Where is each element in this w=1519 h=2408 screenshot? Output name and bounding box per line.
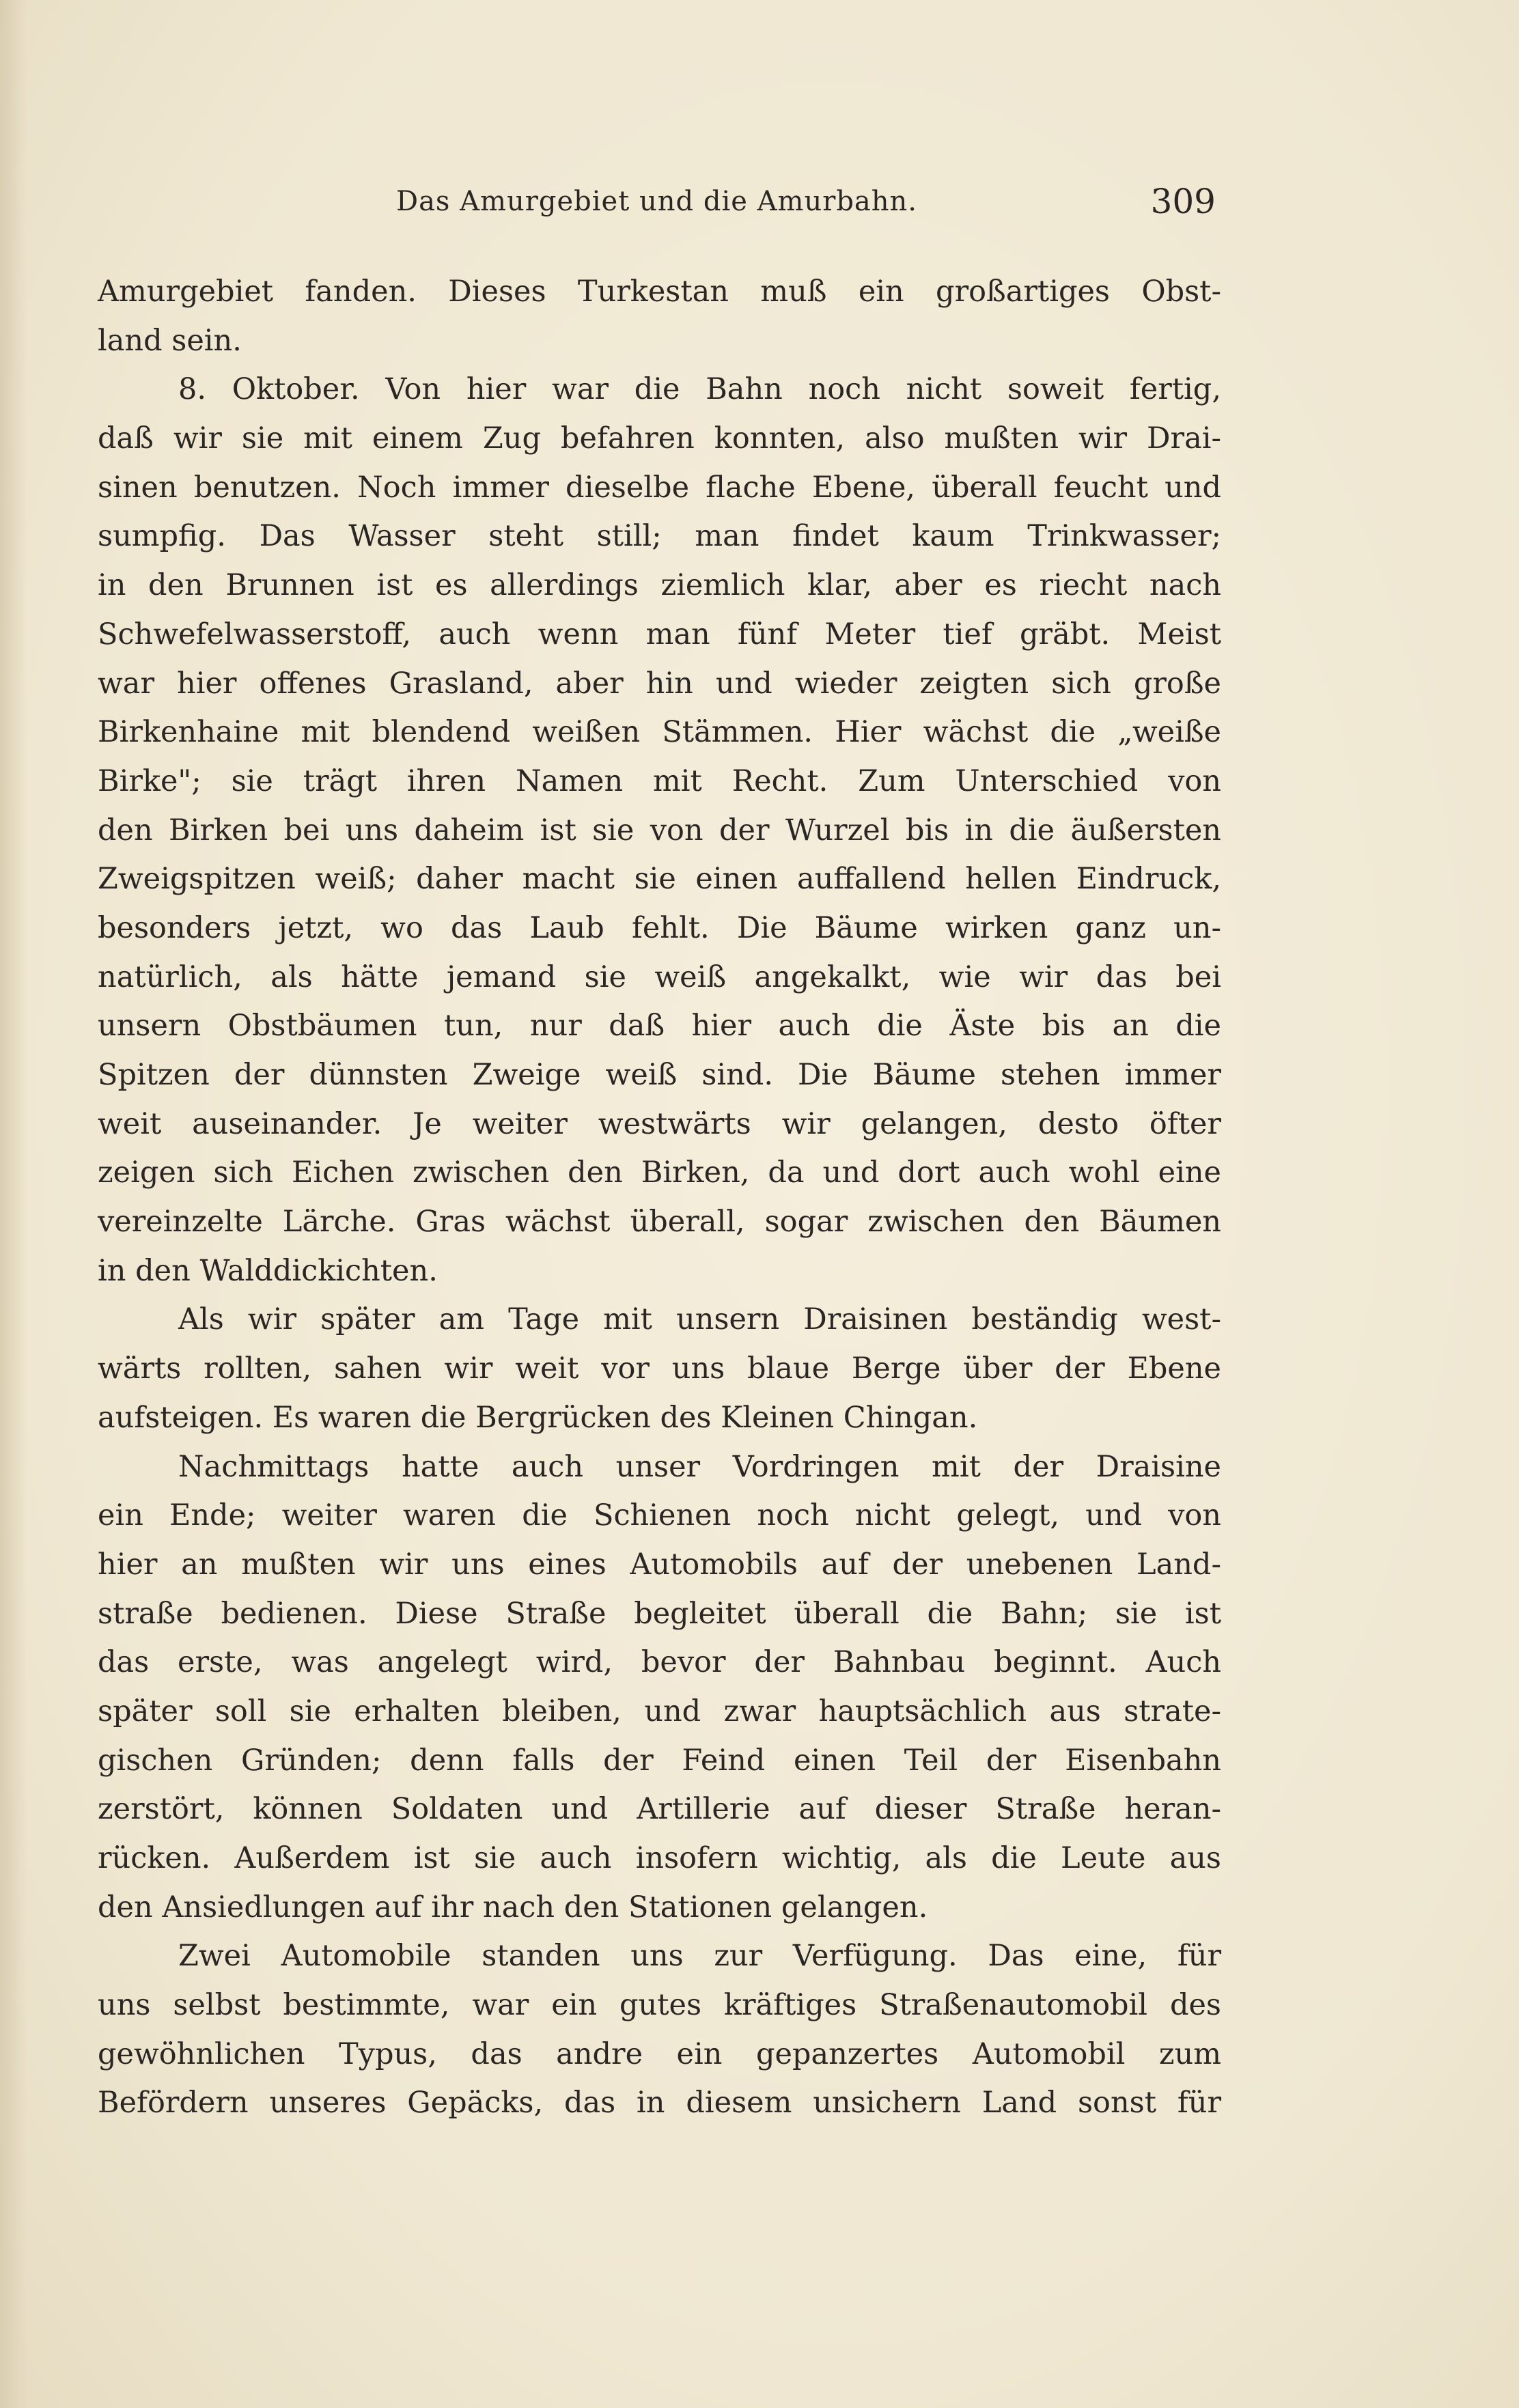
page-number: 309 xyxy=(1150,182,1216,221)
text-line: den Ansiedlungen auf ihr nach den Stationen gelangen. xyxy=(98,1890,928,1924)
text-line: in den Walddickichten. xyxy=(98,1253,438,1288)
text-line: hier an mußten wir uns eines Automobils auf der unebenen Land- xyxy=(98,1547,1221,1582)
text-line: land sein. xyxy=(98,323,242,358)
text-line: zerstört, können Soldaten und Artillerie auf dieser Straße heran- xyxy=(98,1792,1221,1827)
text-line: Amurgebiet fanden. Dieses Turkestan muß ein großartiges Obst- xyxy=(98,275,1221,309)
text-line: wärts rollten, sahen wir weit vor uns blaue Berge über der Ebene xyxy=(98,1352,1221,1386)
text-line: unsern Obstbäumen tun, nur daß hier auch die Äste bis an die xyxy=(98,1009,1221,1044)
text-line: Zweigspitzen weiß; daher macht sie einen auffallend hellen Eindruck, xyxy=(98,862,1221,897)
text-line: gewöhnlichen Typus, das andre ein gepanzertes Automobil zum xyxy=(98,2036,1221,2071)
text-line: daß wir sie mit einem Zug befahren konnten, also mußten wir Drai- xyxy=(98,421,1221,456)
text-line: rücken. Außerdem ist sie auch insofern wichtig, als die Leute aus xyxy=(98,1841,1221,1875)
gutter-shadow xyxy=(0,0,27,2408)
text-line: sinen benutzen. Noch immer dieselbe flache Ebene, überall feucht und xyxy=(98,470,1221,505)
text-line: sumpfig. Das Wasser steht still; man findet kaum Trinkwasser; xyxy=(98,519,1221,554)
text-line: 8. Oktober. Von hier war die Bahn noch nicht soweit fertig, xyxy=(178,372,1221,407)
text-line: Birke"; sie trägt ihren Namen mit Recht. Zum Unterschied von xyxy=(98,764,1221,798)
text-line: Als wir später am Tage mit unsern Draisinen beständig west- xyxy=(178,1302,1221,1337)
text-line: Befördern unseres Gepäcks, das in diesem unsichern Land sonst für xyxy=(98,2086,1221,2120)
text-line: aufsteigen. Es waren die Bergrücken des Kleinen Chingan. xyxy=(98,1400,978,1435)
text-line: Zwei Automobile standen uns zur Verfügung. Das eine, für xyxy=(178,1939,1221,1974)
text-line: Spitzen der dünnsten Zweige weiß sind. Die Bäume stehen immer xyxy=(98,1058,1221,1092)
text-line: weit auseinander. Je weiter westwärts wir gelangen, desto öfter xyxy=(98,1106,1221,1141)
running-title: Das Amurgebiet und die Amurbahn. xyxy=(396,186,918,217)
text-line: in den Brunnen ist es allerdings ziemlich klar, aber es riecht nach xyxy=(98,568,1221,603)
text-line: vereinzelte Lärche. Gras wächst überall, sogar zwischen den Bäumen xyxy=(98,1205,1221,1240)
text-line: gischen Gründen; denn falls der Feind einen Teil der Eisenbahn xyxy=(98,1743,1221,1778)
text-line: Birkenhaine mit blendend weißen Stämmen. Hier wächst die „weiße xyxy=(98,715,1221,750)
text-line: Nachmittags hatte auch unser Vordringen mit der Draisine xyxy=(178,1449,1221,1484)
text-line: natürlich, als hätte jemand sie weiß angekalkt, wie wir das bei xyxy=(98,960,1221,994)
text-line: zeigen sich Eichen zwischen den Birken, da und dort auch wohl eine xyxy=(98,1156,1221,1190)
text-line: straße bedienen. Diese Straße begleitet überall die Bahn; sie ist xyxy=(98,1596,1221,1631)
text-line: später soll sie erhalten bleiben, und zwar hauptsächlich aus strate- xyxy=(98,1694,1221,1728)
text-line: besonders jetzt, wo das Laub fehlt. Die Bäume wirken ganz un- xyxy=(98,910,1221,945)
text-line: Schwefelwasserstoff, auch wenn man fünf Meter tief gräbt. Meist xyxy=(98,617,1221,652)
text-line: das erste, was angelegt wird, bevor der Bahnbau beginnt. Auch xyxy=(98,1645,1221,1680)
body-text xyxy=(98,268,1221,2128)
text-line: den Birken bei uns daheim ist sie von der Wurzel bis in die äußersten xyxy=(98,813,1221,848)
text-line: war hier offenes Grasland, aber hin und wieder zeigten sich große xyxy=(98,666,1221,701)
running-head xyxy=(396,182,1216,234)
text-line: uns selbst bestimmte, war ein gutes kräftiges Straßenautomobil des xyxy=(98,1988,1221,2023)
text-line: ein Ende; weiter waren die Schienen noch nicht gelegt, und von xyxy=(98,1498,1221,1533)
